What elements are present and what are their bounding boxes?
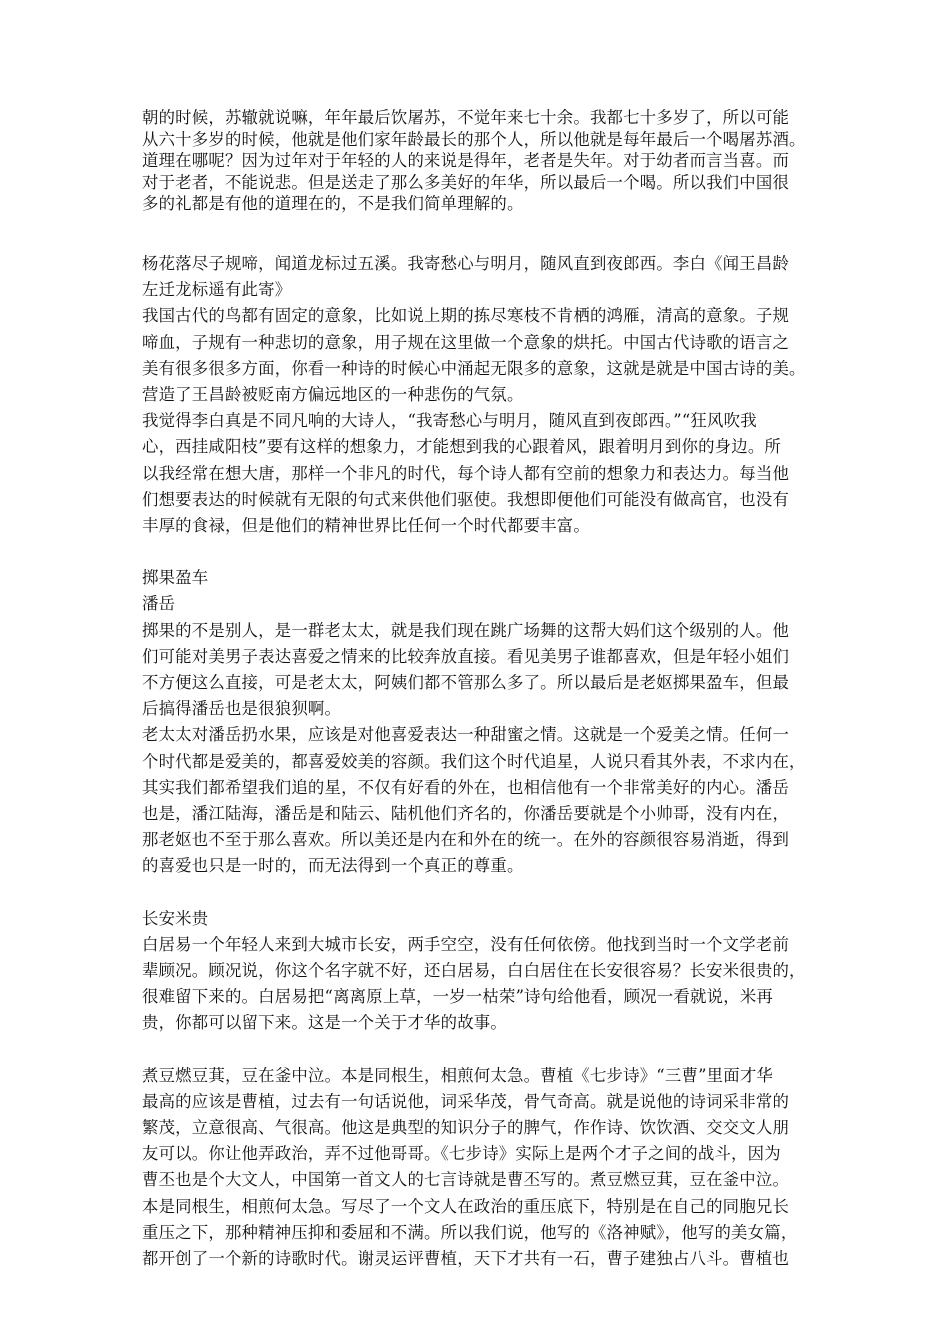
text-line: 道理在哪呢？因为过年对于年轻的人的来说是得年，老者是失年。对于幼者而言当喜。而: [142, 151, 790, 171]
paragraph-gap: [142, 880, 810, 906]
text-line: 朝的时候，苏辙就说嘛，年年最后饮屠苏，不觉年来七十余。我都七十多岁了，所以可能: [142, 108, 790, 127]
text-line: 以我经常在想大唐，那样一个非凡的时代，每个诗人都有空前的想象力和表达力。每当他: [142, 463, 790, 483]
text-line: 丰厚的食禄，但是他们的精神世界比任何一个时代都要丰富。: [142, 516, 590, 535]
paragraph-gap: [142, 1037, 810, 1063]
text-line: 最高的应该是曹植，过去有一句话说他，词采华茂，骨气奇高。就是说他的诗词采非常的: [142, 1091, 790, 1111]
section-heading: 掷果盈车: [142, 568, 209, 588]
text-line: 掷果的不是别人，是一群老太太，就是我们现在跳广场舞的这帮大妈们这个级别的人。他: [142, 620, 790, 640]
text-line: 白居易一个年轻人来到大城市长安，两手空空，没有任何依傍。他找到当时一个文学老前: [142, 934, 790, 954]
text-line: 重压之下，那种精神压抑和委屈和不满。所以我们说，他写的《洛神赋》，他写的美女篇，: [142, 1222, 798, 1242]
text-line: 营造了王昌龄被贬南方偏远地区的一种悲伤的气氛。: [142, 384, 524, 404]
section-heading: 长安米贵: [142, 908, 209, 928]
text-line: 对于老者，不能说悲。但是送走了那么多美好的年华，所以最后一个喝。所以我们中国很: [142, 172, 790, 192]
text-line: 我觉得李白真是不同凡响的大诗人，“我寄愁心与明月，随风直到夜郎西。”“狂风吹我: [142, 411, 757, 431]
text-line: 辈顾况。顾况说，你这个名字就不好，还白居易，白白居住在长安很容易？长安米很贵的，: [142, 961, 806, 981]
text-line: 们可能对美男子表达喜爱之情来的比较奔放直接。看见美男子谁都喜欢，但是年轻小姐们: [142, 646, 790, 666]
document-page: [142, 107, 810, 1272]
section-li-bai-poem: [142, 251, 810, 539]
text-line: 贵，你都可以留下来。这是一个关于才华的故事。: [142, 1013, 507, 1033]
section-seven-step-poem: [142, 1063, 810, 1273]
text-line: 个时代都是爱美的，都喜爱姣美的容颜。我们这个时代追星，人说只看其外表，不求内在，: [142, 751, 806, 771]
text-line: 心，西挂咸阳枝”要有这样的想象力，才能想到我的心跟着风，跟着明月到你的身边。所: [142, 437, 782, 457]
text-line: 左迁龙标遥有此寄》: [142, 280, 292, 300]
text-line: 其实我们都希望我们追的星，不仅有好看的外在，也相信他有一个非常美好的内心。潘岳: [142, 777, 790, 797]
paragraph-gap: [142, 539, 810, 565]
section-subheading: 潘岳: [142, 594, 176, 614]
text-line: 我国古代的鸟都有固定的意象，比如说上期的拣尽寒枝不肯栖的鸿雁，清高的意象。子规: [142, 306, 790, 326]
section-pan-yue: [142, 565, 810, 879]
text-line: 都开创了一个新的诗歌时代。谢灵运评曹植，天下才共有一石，曹子建独占八斗。曹植也: [142, 1249, 790, 1269]
text-line: 从六十多岁的时候，他就是他们家年龄最长的那个人，所以他就是每年最后一个喝屠苏酒。: [142, 129, 806, 149]
section-changan-rice: [142, 906, 810, 1037]
paragraph-tusu-wine: [142, 107, 810, 215]
text-line: 那老妪也不至于那么喜欢。所以美还是内在和外在的统一。在外的容颜很容易消逝，得到: [142, 830, 790, 850]
text-line: 繁茂，立意很高、气很高。他这是典型的知识分子的脾气，作作诗、饮饮酒、交交文人朋: [142, 1118, 790, 1138]
text-line: 老太太对潘岳扔水果，应该是对他喜爱表达一种甜蜜之情。这就是一个爱美之情。任何一: [142, 725, 790, 745]
text-line: 多的礼都是有他的道理在的，不是我们简单理解的。: [142, 194, 524, 214]
text-line: 美有很多很多方面，你看一种诗的时候心中涌起无限多的意象，这就是就是中国古诗的美。: [142, 358, 806, 378]
text-line: 曹丕也是个大文人，中国第一首文人的七言诗就是曹丕写的。煮豆燃豆萁，豆在釜中泣。: [142, 1170, 790, 1190]
paragraph-gap: [142, 215, 810, 251]
text-line: 煮豆燃豆萁，豆在釜中泣。本是同根生，相煎何太急。曹植《七步诗》“三曹”里面才华: [142, 1065, 774, 1085]
text-line: 不方便这么直接，可是老太太，阿姨们都不管那么多了。所以最后是老妪掷果盈车，但最: [142, 673, 790, 693]
text-line: 本是同根生，相煎何太急。写尽了一个文人在政治的重压底下，特别是在自己的同胞兄长: [142, 1196, 790, 1216]
text-line: 后搞得潘岳也是很狼狈啊。: [142, 699, 342, 719]
text-line: 杨花落尽子规啼，闻道龙标过五溪。我寄愁心与明月，随风直到夜郎西。李白《闻王昌龄: [142, 253, 790, 273]
text-line: 的喜爱也只是一时的，而无法得到一个真正的尊重。: [142, 856, 524, 876]
text-line: 友可以。你让他弄政治，弄不过他哥哥。《七步诗》实际上是两个才子之间的战斗，因为: [142, 1144, 781, 1164]
text-line: 们想要表达的时候就有无限的句式来供他们驱使。我想即便他们可能没有做高官，也没有: [142, 489, 790, 509]
text-line: 也是，潘江陆海，潘岳是和陆云、陆机他们齐名的，你潘岳要就是个小帅哥，没有内在，: [142, 804, 790, 824]
text-line: 很难留下来的。白居易把“离离原上草，一岁一枯荣”诗句给他看，顾况一看就说，米再: [142, 987, 774, 1007]
text-line: 啼血，子规有一种悲切的意象，用子规在这里做一个意象的烘托。中国古代诗歌的语言之: [142, 332, 790, 352]
